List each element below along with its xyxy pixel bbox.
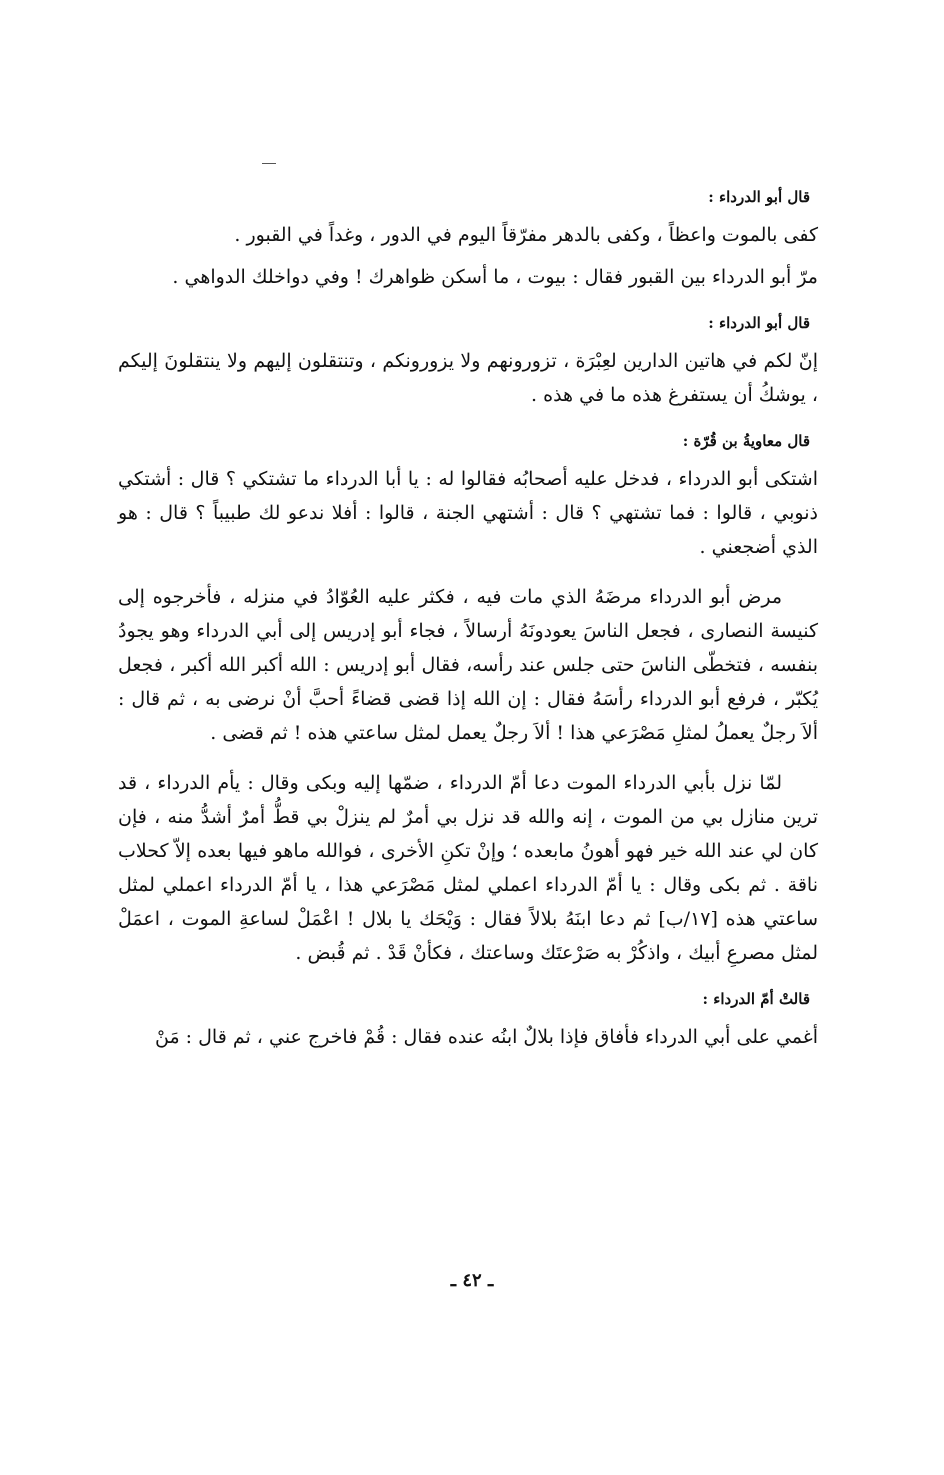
- paragraph: لمّا نزل بأبي الدرداء الموت دعا أمّ الدرداء ، ضمّها إليه وبكى وقال : يأم الدرداء ، قد ترين منازل بي من الموت ، إنه والله قد نزل بي أمرٌ لم ينزلْ بي قطُّ أمرٌ أشدُّ منه ، فإن كان لي عند الله خير فهو أهونُ مابعده ؛ وإنْ تكنِ الأخرى ، فوالله ماهو فيها بعده إلاّ كحلاب ناقة . ثم بكى وقال : يا أمّ الدرداء اعملي لمثل مَصْرَعي هذا ، يا أمّ الدرداء اعملي لمثل ساعتي هذه [١٧/ب] ثم دعا ابنَهُ بلالاً فقال : وَيْحَك يا بلال ! اعْمَلْ لساعةِ الموت ، اعمَلْ لمثل مصرعِ أبيك ، واذكُرْ به صَرْعتَك وساعتك ، فكأنْ قَدْ . ثم قُبض .: [118, 772, 818, 964]
- paragraph: أغمي على أبي الدرداء فأفاق فإذا بلالٌ ابنُه عنده فقال : قُمْ فاخرج عني ، ثم قال : مَنْ: [155, 1026, 818, 1048]
- stray-mark: [262, 163, 276, 164]
- page-body: [118, 170, 818, 1062]
- paragraph: مرض أبو الدرداء مرضَهُ الذي مات فيه ، فكثر عليه العُوّادُ في منزله ، فأخرجوه إلى كنيسة النصارى ، فجعل الناسَ يعودونَهُ أرسالاً ، فجاء أبو إدريس إلى أبي الدرداء وهو يجودُ بنفسه ، فتخطّى الناسَ حتى جلس عند رأسه، فقال أبو إدريس : الله أكبر الله أكبر ، فجعل يُكبّر ، فرفع أبو الدرداء رأسَهُ فقال : إن الله إذا قضى قضاءً أحبَّ أنْ نرضى به ، ثم قال : ألاَ رجلٌ يعملُ لمثلِ مَصْرَعي هذا ! ألاَ رجلٌ يعمل لمثل ساعتي هذه ! ثم قضى .: [118, 586, 818, 744]
- section-heading: قالتْ أمّ الدرداء :: [702, 990, 810, 1008]
- section-heading: قال أبو الدرداء :: [708, 314, 810, 332]
- section-heading: قال معاويةُ بن قُرّة :: [682, 432, 810, 450]
- paragraph: اشتكى أبو الدرداء ، فدخل عليه أصحابُه فقالوا له : يا أبا الدرداء ما تشتكي ؟ قال : أشتكي ذنوبي ، قالوا : فما تشتهي ؟ قال : أشتهي الجنة ، قالوا : أفلا ندعو لك طبيباً ؟ قال : هو الذي أضجعني .: [118, 468, 818, 558]
- page-number: ـ ٤٢ ـ: [450, 1270, 494, 1291]
- paragraph: كفى بالموت واعظاً ، وكفى بالدهر مفرّقاً اليوم في الدور ، وغداً في القبور .: [234, 224, 818, 246]
- section-heading: قال أبو الدرداء :: [708, 188, 810, 206]
- paragraph: إنّ لكم في هاتين الدارين لعِبْرَة ، تزورونهم ولا يزورونكم ، وتنتقلون إليهم ولا ينتقلونَ إليكم ، يوشكُ أن يستفرغ هذه ما في هذه .: [118, 350, 818, 406]
- paragraph: مرّ أبو الدرداء بين القبور فقال : بيوت ، ما أسكن ظواهرك ! وفي دواخلك الدواهي .: [172, 266, 818, 288]
